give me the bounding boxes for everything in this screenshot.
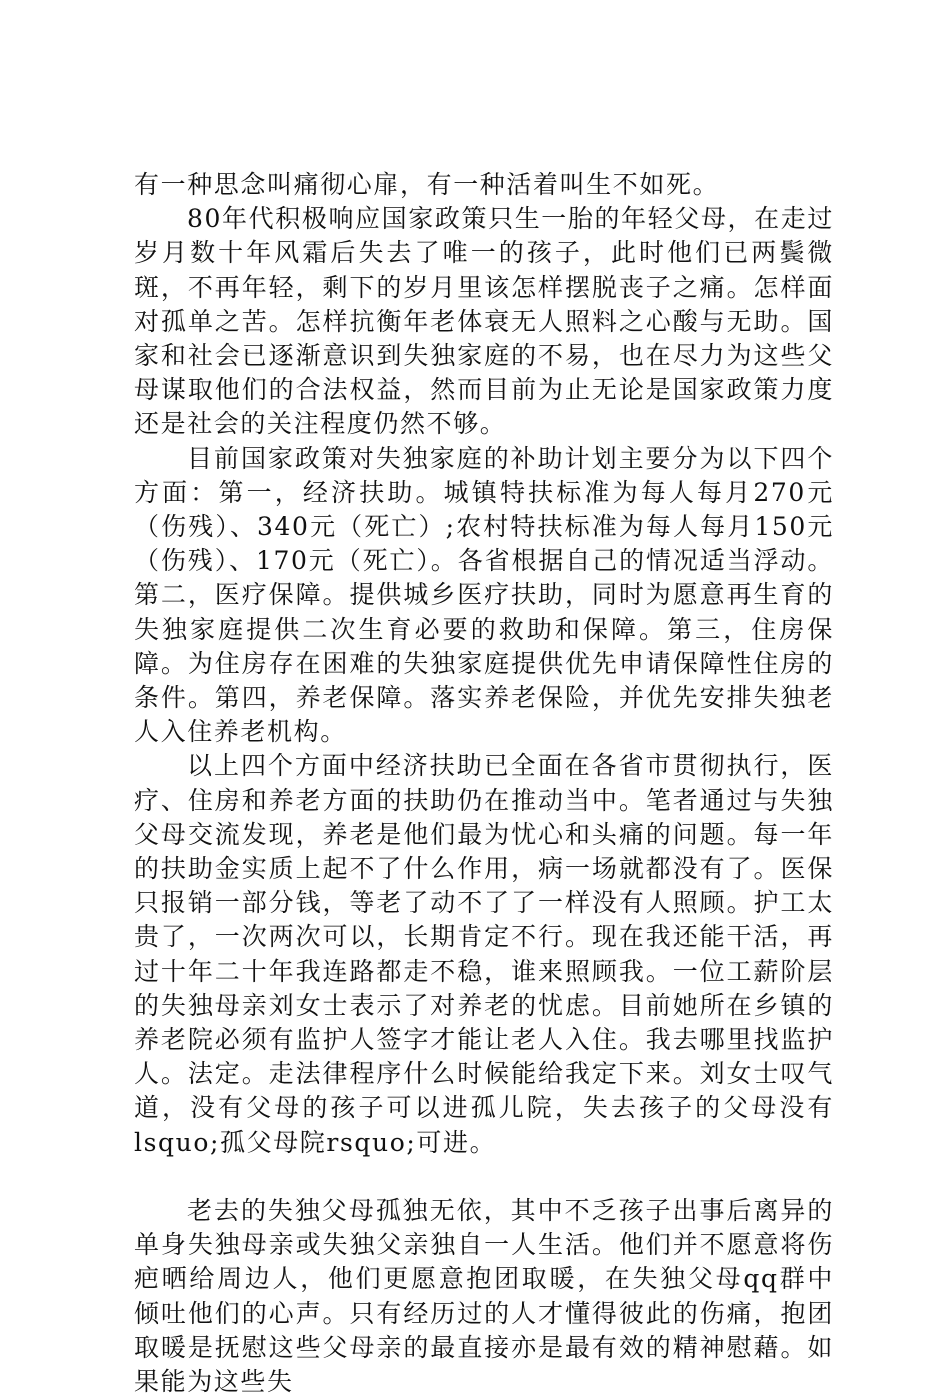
paragraph-intro: 有一种思念叫痛彻心扉，有一种活着叫生不如死。 bbox=[134, 170, 720, 199]
document-body bbox=[134, 168, 834, 1399]
paragraph-support-groups: 老去的失独父母孤独无依，其中不乏孩子出事后离异的单身失独母亲或失独父亲独自一人生活。他们并不愿意将伤疤晒给周边人，他们更愿意抱团取暖，在失独父母qq群中倾吐他们的心声。只有经历过的人才懂得彼此的伤痛，抱团取暖是抚慰这些父母亲的最直接亦是最有效的精神慰藉。如果能为这些失 bbox=[134, 1195, 834, 1396]
paragraph-elderly-care: 以上四个方面中经济扶助已全面在各省市贯彻执行，医疗、住房和养老方面的扶助仍在推动当中。笔者通过与失独父母交流发现，养老是他们最为忧心和头痛的问题。每一年的扶助金实质上起不了什么作用，病一场就都没有了。医保只报销一部分钱，等老了动不了了一样没有人照顾。护工太贵了，一次两次可以，长期肯定不行。现在我还能干活，再过十年二十年我连路都走不稳，谁来照顾我。一位工薪阶层的失独母亲刘女士表示了对养老的忧虑。目前她所在乡镇的养老院必须有监护人签字才能让老人入住。我去哪里找监护人。法定。走法律程序什么时候能给我定下来。刘女士叹气道，没有父母的孩子可以进孤儿院，失去孩子的父母没有lsquo;孤父母院rsquo;可进。 bbox=[134, 751, 834, 1157]
paragraph-background: 80年代积极响应国家政策只生一胎的年轻父母，在走过岁月数十年风霜后失去了唯一的孩子，此时他们已两鬓微斑，不再年轻，剩下的岁月里该怎样摆脱丧子之痛。怎样面对孤单之苦。怎样抗衡年老体衰无人照料之心酸与无助。国家和社会已逐渐意识到失独家庭的不易，也在尽力为这些父母谋取他们的合法权益，然而目前为止无论是国家政策力度还是社会的关注程度仍然不够。 bbox=[134, 204, 834, 439]
paragraph-policy: 目前国家政策对失独家庭的补助计划主要分为以下四个方面：第一，经济扶助。城镇特扶标准为每人每月270元（伤残）、340元（死亡）;农村特扶标准为每人每月150元（伤残）、170元（死亡）。各省根据自己的情况适当浮动。第二，医疗保障。提供城乡医疗扶助，同时为愿意再生育的失独家庭提供二次生育必要的救助和保障。第三，住房保障。为住房存在困难的失独家庭提供优先申请保障性住房的条件。第四，养老保障。落实养老保险，并优先安排失独老人入住养老机构。 bbox=[134, 443, 834, 747]
